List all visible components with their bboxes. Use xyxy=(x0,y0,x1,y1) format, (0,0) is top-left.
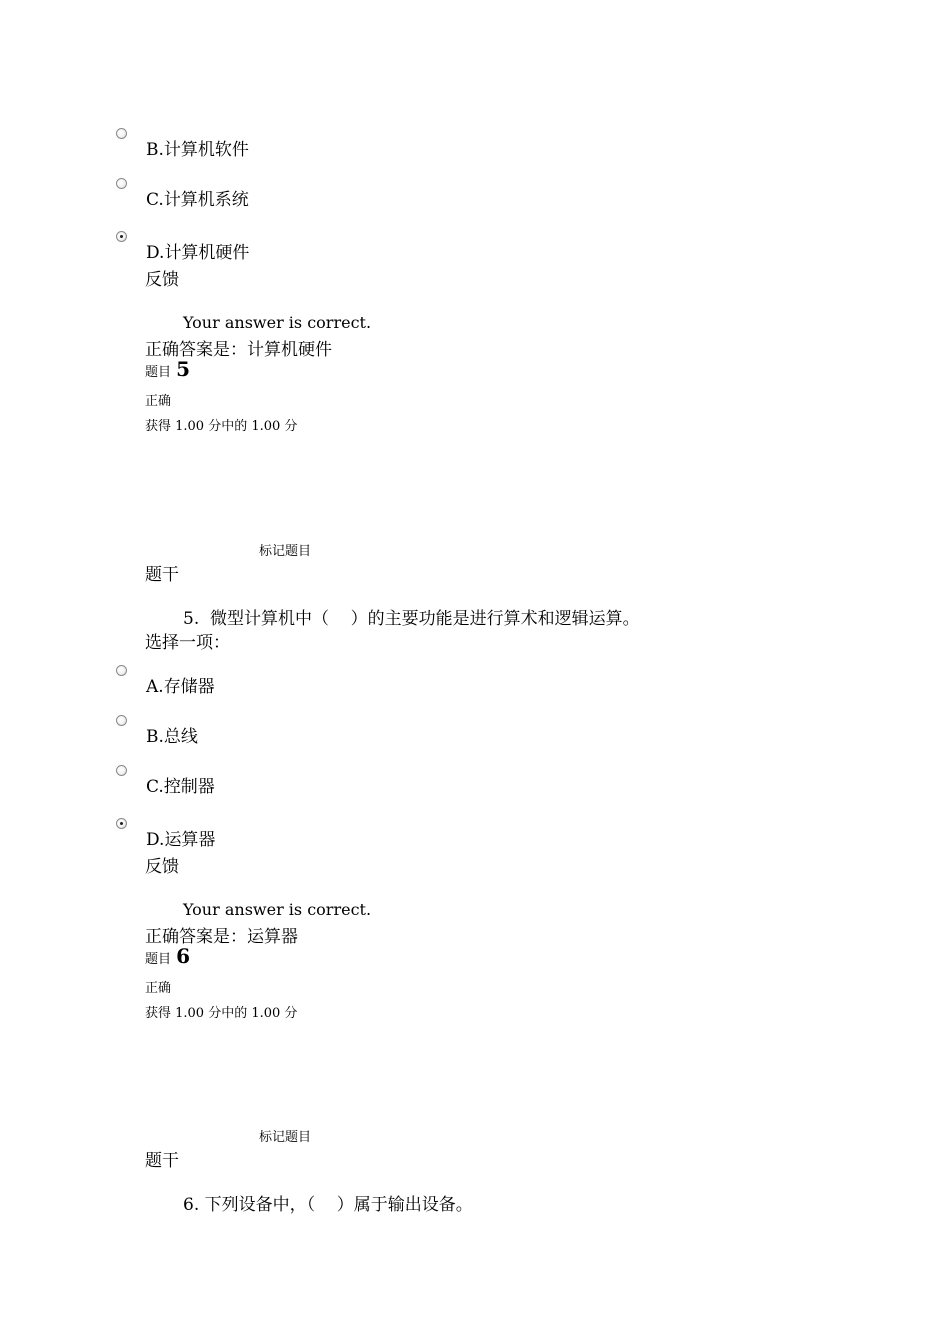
option-radio[interactable] xyxy=(116,765,127,776)
option-text: 控制器 xyxy=(163,777,215,797)
flag-question-link[interactable]: 标记题目 xyxy=(259,544,312,559)
option-text: 存储器 xyxy=(163,677,215,697)
question-header xyxy=(145,944,190,968)
option-letter: B. xyxy=(146,140,164,160)
feedback-label: 反馈 xyxy=(145,857,179,877)
option-radio-selected[interactable] xyxy=(116,818,127,829)
option-radio[interactable] xyxy=(116,665,127,676)
option-d xyxy=(146,238,249,263)
question-status: 正确 xyxy=(145,981,172,996)
option-letter: D. xyxy=(146,243,165,263)
correct-answer: 正确答案是：计算机硬件 xyxy=(145,340,332,360)
question-number: 6 xyxy=(176,944,191,968)
option-letter: A. xyxy=(146,677,164,697)
option-c xyxy=(146,772,215,797)
option-c xyxy=(146,185,249,210)
option-text: 计算机软件 xyxy=(163,140,249,160)
option-b xyxy=(146,722,198,747)
flag-question-link[interactable]: 标记题目 xyxy=(259,1130,312,1145)
option-b xyxy=(146,135,249,160)
option-radio[interactable] xyxy=(116,715,127,726)
option-text: 计算机系统 xyxy=(163,190,249,210)
question-header xyxy=(145,357,190,381)
option-letter: C. xyxy=(146,777,164,797)
question-score: 获得 1.00 分中的 1.00 分 xyxy=(145,419,298,434)
option-a xyxy=(146,672,215,697)
feedback-label: 反馈 xyxy=(145,270,179,290)
feedback-text: Your answer is correct. xyxy=(183,900,372,919)
option-letter: D. xyxy=(146,830,165,850)
stem-label: 题干 xyxy=(145,1151,179,1171)
stem-label: 题干 xyxy=(145,565,179,585)
option-text: 总线 xyxy=(163,727,198,747)
question-label: 题目 xyxy=(145,365,172,380)
correct-answer: 正确答案是：运算器 xyxy=(145,927,298,947)
option-radio[interactable] xyxy=(116,178,127,189)
option-d xyxy=(146,825,215,850)
question-number: 5 xyxy=(176,357,191,381)
option-text: 运算器 xyxy=(164,830,216,850)
question-text: 5. 微型计算机中（ ）的主要功能是进行算术和逻辑运算。 xyxy=(183,609,640,629)
option-radio[interactable] xyxy=(116,128,127,139)
option-text: 计算机硬件 xyxy=(164,243,250,263)
question-status: 正确 xyxy=(145,394,172,409)
select-prompt: 选择一项： xyxy=(145,633,230,653)
option-letter: B. xyxy=(146,727,164,747)
question-label: 题目 xyxy=(145,952,172,967)
option-letter: C. xyxy=(146,190,164,210)
feedback-text: Your answer is correct. xyxy=(183,313,372,332)
option-radio-selected[interactable] xyxy=(116,231,127,242)
question-score: 获得 1.00 分中的 1.00 分 xyxy=(145,1006,298,1021)
question-text: 6. 下列设备中，（ ）属于输出设备。 xyxy=(183,1195,473,1215)
